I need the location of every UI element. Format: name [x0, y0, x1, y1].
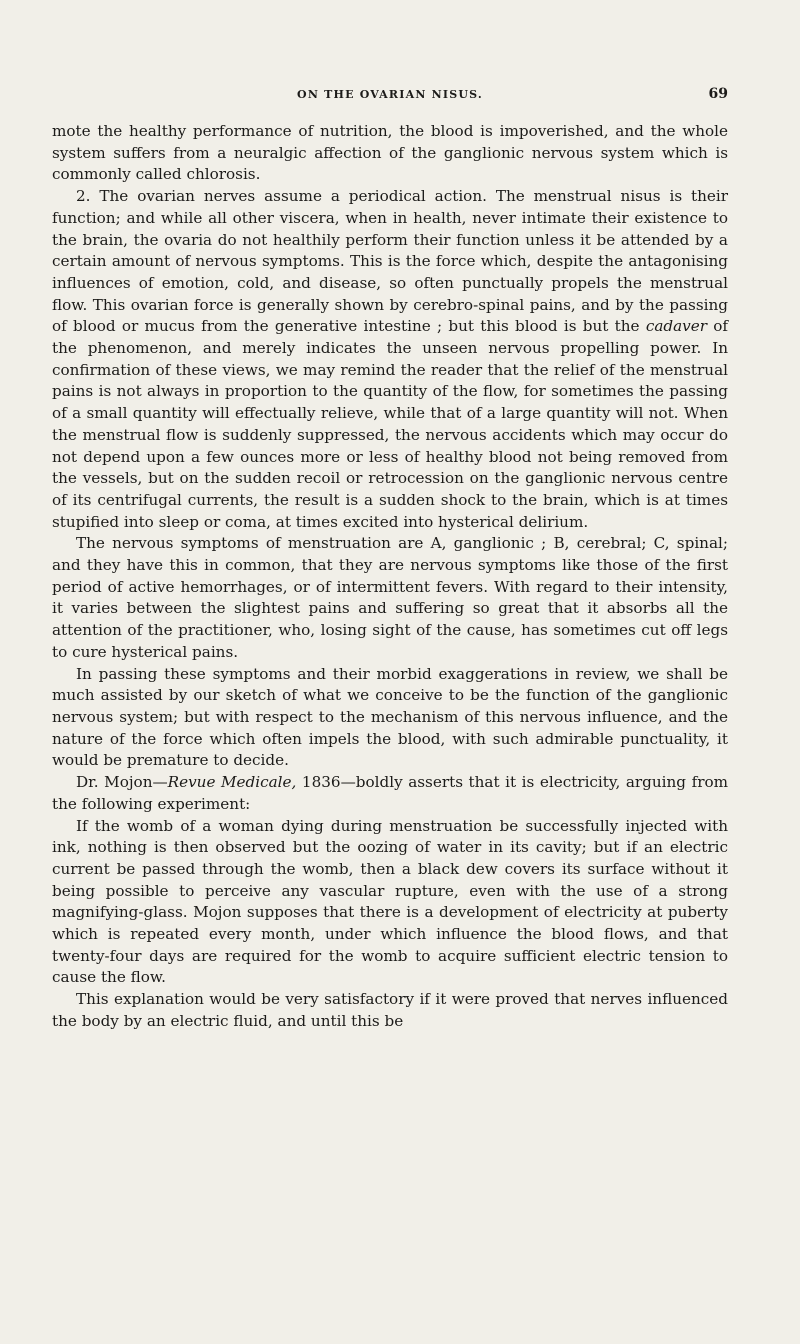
paragraph-explanation: This explanation would be very satisfactory if it were proved that nerves influenced the body by an electric fluid, and until this be — [52, 990, 728, 1030]
paragraph-ovarian-nerves — [52, 186, 728, 533]
page-number: 69 — [708, 86, 728, 102]
italic-journal-title: Revue Medicale, — [167, 773, 297, 792]
text-run: 1836—boldly asserts that it is electricity, arguing from the following experiment: — [52, 773, 728, 813]
text-run: 2. The ovarian nerves assume a periodical action. The menstrual nisus is their function; and while all other viscera, when in health, never intimate their existence to the brain, the ovaria do not healthily perform their function unless it be attended by a certain amount of nervous symptoms. This is the force which, despite the antagonising influences of emotion, cold, and disease, so often punctually propels the menstrual flow. This ovarian force is generally shown by cerebro-spinal pains, and by the passing of blood or mucus from the generative intestine ; but this blood is but the — [52, 187, 728, 336]
text-run: Dr. Mojon— — [76, 773, 168, 792]
paragraph-nervous-symptoms: The nervous symptoms of menstruation are A, ganglionic ; B, cerebral; C, spinal; and they have this in common, that they are nervous symptoms like those of the first period of active hemorrhages, or of intermittent fevers. With regard to their intensity, it varies between the slightest pains and suffering so great that it absorbs all the attention of the practitioner, who, losing sight of the cause, has sometimes cut off legs to cure hysterical pains. — [52, 534, 728, 661]
paragraph-review: In passing these symptoms and their morbid exaggerations in review, we shall be much assisted by our sketch of what we conceive to be the function of the ganglionic nervous system; but with respect to the mechanism of this nervous influence, and the nature of the force which often impels the blood, with such admirable punctuality, it would be premature to decide. — [52, 664, 728, 770]
text-run: of the phenomenon, and merely indicates the unseen nervous propelling power. In confirmation of these views, we may remind the reader that the relief of the menstrual pains is not always in proportion to the quantity of the flow, for sometimes the passing of a small quantity will effectually relieve, while that of a large quantity will not. When the menstrual flow is suddenly suppressed, the nervous accidents which may occur do not depend upon a few ounces more or less of healthy blood not being removed from the vessels, but on the sudden recoil or retrocession on the ganglionic nervous centre of its centrifugal currents, the result is a sudden shock to the brain, which is at times stupified into sleep or coma, at times excited into hysterical delirium. — [52, 317, 729, 531]
paragraph-experiment: If the womb of a woman dying during menstruation be successfully injected with ink, nothing is then observed but the oozing of water in its cavity; but if an electric current be passed through the womb, then a black dew covers its surface without it being possible to perceive any vascular rupture, even with the use of a strong magnifying-glass. Mojon supposes that there is a development of electricity at puberty which is repeated every month, under which influence the blood flows, and that twenty-four days are required for the womb to acquire sufficient electric tension to cause the flow. — [52, 816, 728, 987]
paragraph-continuation: mote the healthy performance of nutrition, the blood is impoverished, and the whole system suffers from a neuralgic affection of the ganglionic nervous system which is commonly called chlorosis. — [52, 122, 728, 184]
running-head: ON THE OVARIAN NISUS. — [297, 88, 483, 101]
paragraph-mojon — [52, 772, 728, 815]
italic-term: cadaver — [645, 317, 707, 336]
body-text — [52, 121, 728, 1033]
page-header — [52, 88, 728, 110]
